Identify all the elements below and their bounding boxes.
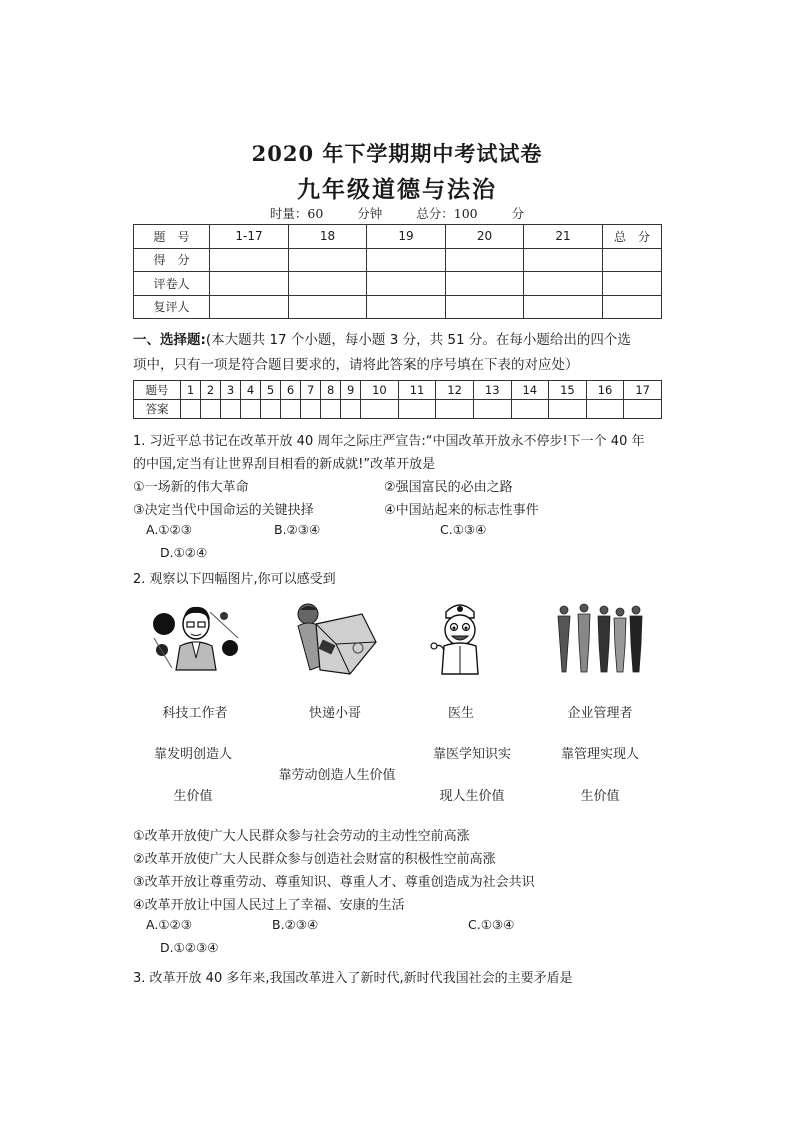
question-number-cell: 1 <box>181 381 201 400</box>
score-cell[interactable] <box>367 272 446 296</box>
answer-cell[interactable] <box>261 400 281 419</box>
answer-table <box>133 380 662 419</box>
answer-cell[interactable] <box>361 400 399 419</box>
courier-image <box>292 600 378 676</box>
score-cell[interactable] <box>446 272 524 296</box>
managers-image <box>552 600 648 674</box>
score-row <box>134 248 662 272</box>
caption-manager: 企业管理者 <box>567 706 633 721</box>
desc-manager-line1: 靠管理实现人 <box>560 747 639 762</box>
question-number-cell: 2 <box>201 381 221 400</box>
answer-cell[interactable] <box>221 400 241 419</box>
score-cell[interactable] <box>210 295 289 319</box>
answer-row-label: 答案 <box>134 400 181 419</box>
total-score: 总分：100 分 <box>416 206 525 221</box>
question-number-cell: 11 <box>398 381 436 400</box>
q1-statement-2: ②强国富民的必由之路 <box>384 480 513 495</box>
grader-row <box>134 272 662 296</box>
exam-title: 2020 年下学期期中考试试卷 <box>251 141 543 166</box>
question-number-cell: 10 <box>361 381 399 400</box>
exam-subject: 九年级道德与法治 <box>297 176 497 203</box>
q2-option-d[interactable]: D.①②③④ <box>160 940 219 955</box>
q2-statement-4: ④改革开放让中国人民过上了幸福、安康的生活 <box>133 898 405 913</box>
score-table <box>133 224 662 319</box>
caption-doctor: 医生 <box>447 706 474 721</box>
answer-row <box>134 400 662 419</box>
score-cell[interactable] <box>446 248 524 272</box>
q1-stem-line2: 的中国,定当有让世界刮目相看的新成就!”改革开放是 <box>133 457 436 472</box>
q1-statement-3: ③决定当代中国命运的关键抉择 <box>133 503 314 518</box>
desc-courier: 靠劳动创造人生价值 <box>278 768 396 783</box>
score-cell[interactable] <box>603 248 662 272</box>
reviewer-row <box>134 295 662 319</box>
question-number-cell: 13 <box>473 381 511 400</box>
score-header-cell: 20 <box>446 225 524 249</box>
score-row-label: 评卷人 <box>134 272 210 296</box>
q1-statement-1: ①一场新的伟大革命 <box>133 480 249 495</box>
score-header-cell: 总 分 <box>603 225 662 249</box>
answer-cell[interactable] <box>511 400 549 419</box>
question-number-cell: 4 <box>241 381 261 400</box>
desc-scientist-line2: 生价值 <box>173 789 213 804</box>
q1-stem-line1: 1. 习近平总书记在改革开放 40 周年之际庄严宣告:“中国改革开放永不停步!下一个 40 年 <box>133 434 645 449</box>
score-cell[interactable] <box>524 272 603 296</box>
q2-option-c[interactable]: C.①③④ <box>468 917 515 932</box>
section-instruction-line1: (本大题共 17 个小题，每小题 3 分，共 51 分。在每小题给出的四个选 <box>205 332 631 348</box>
score-cell[interactable] <box>367 295 446 319</box>
answer-number-row <box>134 381 662 400</box>
score-cell[interactable] <box>524 248 603 272</box>
question-number-cell: 12 <box>436 381 474 400</box>
score-cell[interactable] <box>289 248 367 272</box>
score-cell[interactable] <box>367 248 446 272</box>
question-number-cell: 16 <box>586 381 624 400</box>
doctor-image <box>430 598 490 678</box>
score-cell[interactable] <box>446 295 524 319</box>
answer-cell[interactable] <box>321 400 341 419</box>
question-number-cell: 8 <box>321 381 341 400</box>
answer-cell[interactable] <box>624 400 662 419</box>
section-instructions <box>133 328 631 348</box>
q2-statement-3: ③改革开放让尊重劳动、尊重知识、尊重人才、尊重创造成为社会共识 <box>133 875 535 890</box>
score-header-cell: 19 <box>367 225 446 249</box>
score-cell[interactable] <box>603 272 662 296</box>
question-number-cell: 3 <box>221 381 241 400</box>
q1-option-c[interactable]: C.①③④ <box>440 522 487 537</box>
answer-cell[interactable] <box>341 400 361 419</box>
answer-cell[interactable] <box>201 400 221 419</box>
q2-statement-2: ②改革开放使广大人民群众参与创造社会财富的积极性空前高涨 <box>133 852 496 867</box>
score-header-cell: 18 <box>289 225 367 249</box>
score-cell[interactable] <box>210 272 289 296</box>
score-cell[interactable] <box>289 295 367 319</box>
section-heading: 一、选择题: <box>133 332 206 348</box>
score-cell[interactable] <box>603 295 662 319</box>
q2-option-b[interactable]: B.②③④ <box>272 917 319 932</box>
answer-row-label: 题号 <box>134 381 181 400</box>
score-cell[interactable] <box>289 272 367 296</box>
score-cell[interactable] <box>524 295 603 319</box>
desc-doctor-line2: 现人生价值 <box>439 789 505 804</box>
question-number-cell: 9 <box>341 381 361 400</box>
q3-stem: 3. 改革开放 40 多年来,我国改革进入了新时代,新时代我国社会的主要矛盾是 <box>133 971 573 986</box>
q1-option-a[interactable]: A.①②③ <box>146 522 192 537</box>
answer-cell[interactable] <box>281 400 301 419</box>
score-header-cell: 21 <box>524 225 603 249</box>
question-number-cell: 5 <box>261 381 281 400</box>
scientist-image <box>150 598 242 672</box>
q2-statement-1: ①改革开放使广大人民群众参与社会劳动的主动性空前高涨 <box>133 829 470 844</box>
answer-cell[interactable] <box>436 400 474 419</box>
answer-cell[interactable] <box>301 400 321 419</box>
caption-courier: 快递小哥 <box>308 706 361 721</box>
answer-cell[interactable] <box>181 400 201 419</box>
desc-manager-line2: 生价值 <box>580 789 620 804</box>
q1-option-b[interactable]: B.②③④ <box>274 522 321 537</box>
score-row-label: 得 分 <box>134 248 210 272</box>
q1-option-d[interactable]: D.①②④ <box>160 545 208 560</box>
q1-statement-4: ④中国站起来的标志性事件 <box>384 503 539 518</box>
q2-option-a[interactable]: A.①②③ <box>146 917 192 932</box>
question-number-cell: 6 <box>281 381 301 400</box>
question-number-cell: 14 <box>511 381 549 400</box>
score-header-cell: 题 号 <box>134 225 210 249</box>
question-number-cell: 7 <box>301 381 321 400</box>
desc-scientist-line1: 靠发明创造人 <box>153 747 232 762</box>
score-row-label: 复评人 <box>134 295 210 319</box>
score-table-header <box>134 225 662 249</box>
answer-cell[interactable] <box>241 400 261 419</box>
answer-cell[interactable] <box>398 400 436 419</box>
score-cell[interactable] <box>210 248 289 272</box>
question-number-cell: 15 <box>549 381 587 400</box>
desc-doctor-line1: 靠医学知识实 <box>432 747 511 762</box>
section-instruction-line2: 项中，只有一项是符合题目要求的，请将此答案的序号填在下表的对应处） <box>133 357 579 373</box>
score-header-cell: 1-17 <box>210 225 289 249</box>
answer-cell[interactable] <box>549 400 587 419</box>
q2-stem: 2. 观察以下四幅图片,你可以感受到 <box>133 572 336 587</box>
time-limit: 时量：60 分钟 <box>269 206 383 221</box>
exam-info <box>0 204 794 222</box>
caption-scientist: 科技工作者 <box>162 706 228 721</box>
answer-cell[interactable] <box>586 400 624 419</box>
answer-cell[interactable] <box>473 400 511 419</box>
question-number-cell: 17 <box>624 381 662 400</box>
